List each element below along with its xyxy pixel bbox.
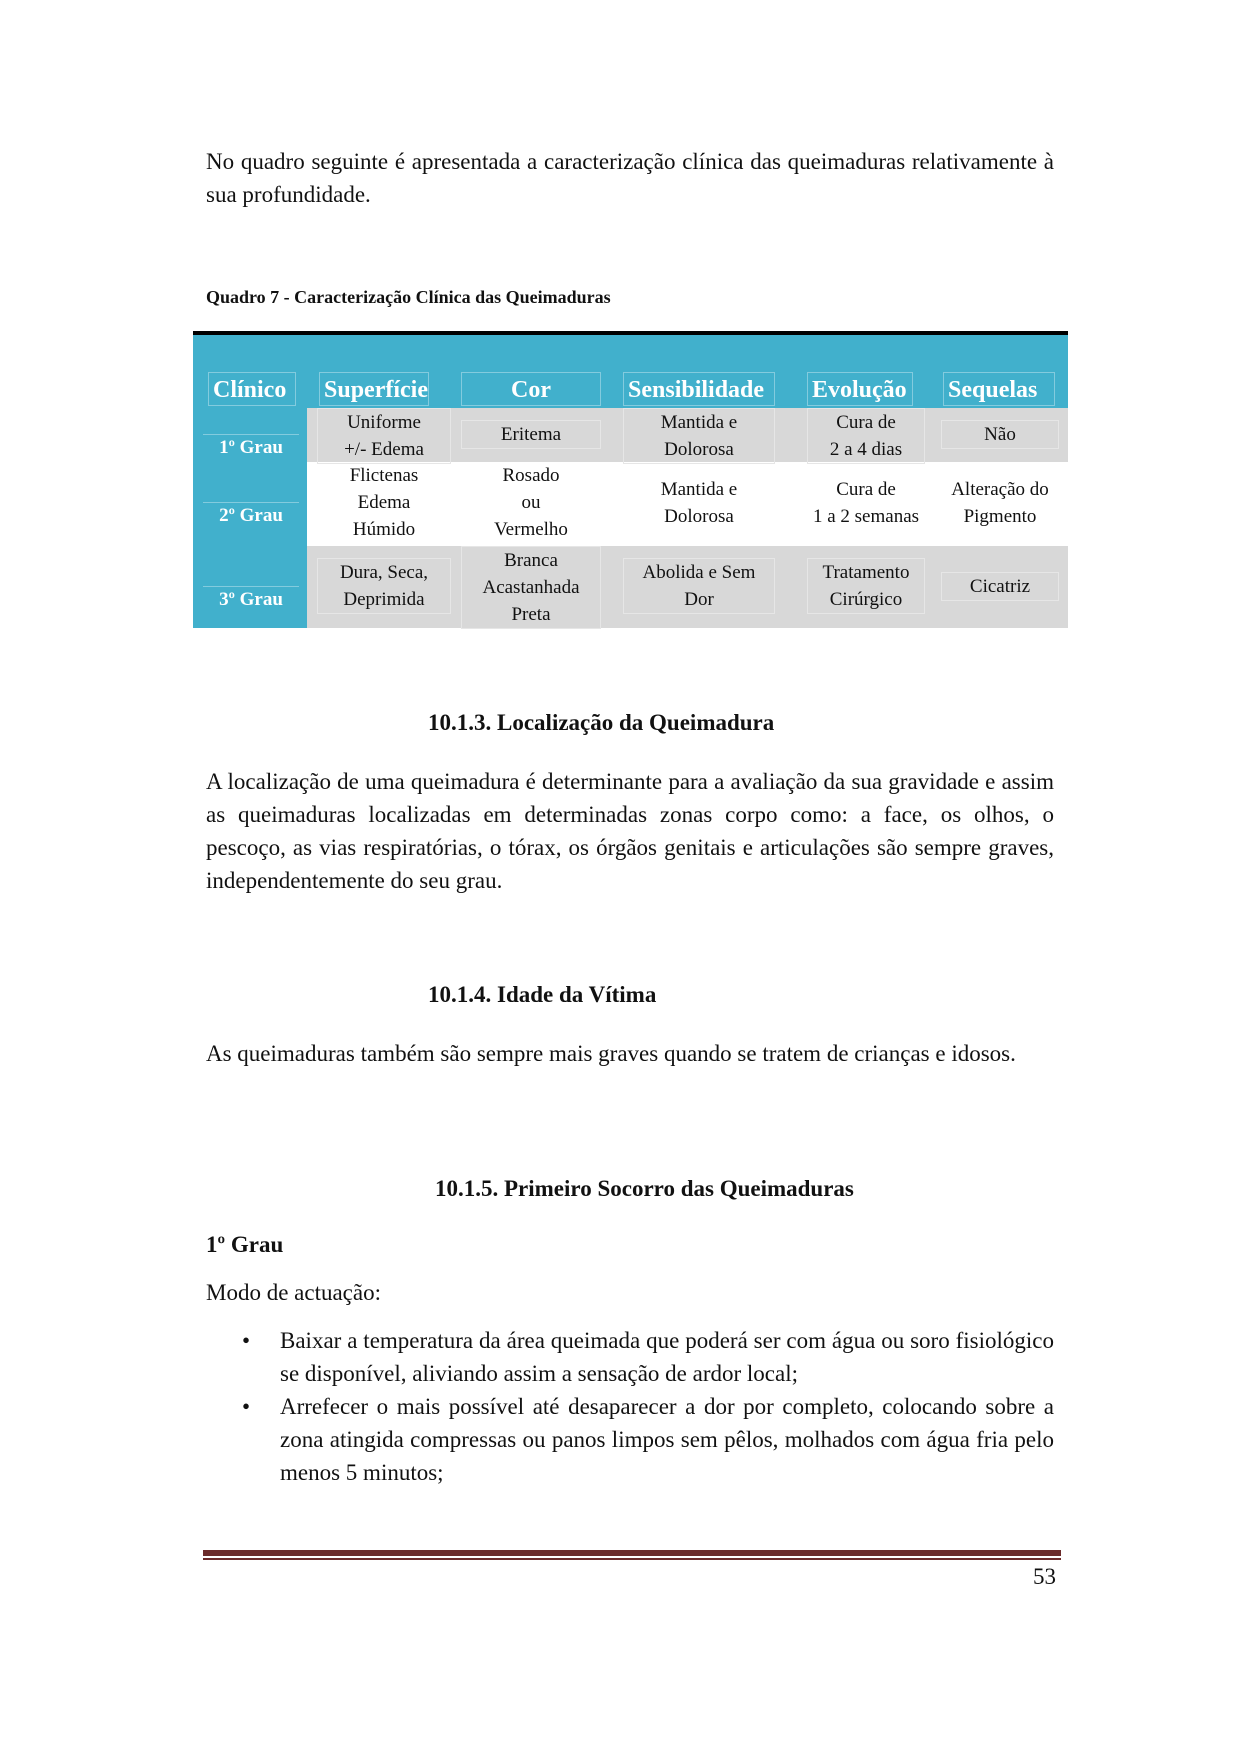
cell-superficie: Dura, Seca, Deprimida: [317, 558, 451, 614]
header-superficie: Superfície: [319, 372, 429, 406]
heading-1014: 10.1.4. Idade da Vítima: [428, 982, 657, 1007]
header-clinico: Clínico: [208, 372, 296, 406]
cell-sensibilidade: Mantida e Dolorosa: [623, 408, 775, 464]
cell-sequelas: Cicatriz: [941, 572, 1059, 601]
cell-cor: Branca Acastanhada Preta: [461, 546, 601, 629]
cell-sequelas: Não: [941, 420, 1059, 449]
subheading-1-grau: 1º Grau: [206, 1232, 284, 1257]
cell-superficie: Uniforme +/- Edema: [317, 408, 451, 464]
page-number: 53: [1033, 1564, 1056, 1589]
heading-1013: 10.1.3. Localização da Queimadura: [428, 710, 775, 735]
bullet-list: [206, 1324, 1054, 1489]
table-caption: Quadro 7 - Caracterização Clínica das Queimaduras: [206, 287, 611, 307]
cell-cor: Rosado ou Vermelho: [494, 465, 568, 540]
bullet-icon: •: [242, 1394, 251, 1419]
footer-rule: [203, 1550, 1061, 1556]
paragraph-1013: A localização de uma queimadura é determinante para a avaliação da sua gravidade e assim as queimaduras localizadas em determinadas zonas corpo como: a face, os olhos, o pescoço, as vias respiratórias, o tórax, os órgãos genitais e articulações são sempre graves, independentemente do seu grau.: [206, 769, 1054, 893]
cell-evolucao: Cura de 1 a 2 semanas: [812, 479, 920, 527]
table-row-1: [193, 408, 1068, 462]
paragraph-1014: As queimaduras também são sempre mais graves quando se tratem de crianças e idosos.: [206, 1041, 1016, 1066]
cell-superficie: Flictenas Edema Húmido: [349, 465, 419, 540]
cell-evolucao: Tratamento Cirúrgico: [807, 558, 925, 614]
bullet-icon: •: [242, 1328, 251, 1353]
grau-label: 1º Grau: [203, 434, 299, 461]
cell-sensibilidade: Abolida e Sem Dor: [623, 558, 775, 614]
table-row-3: [193, 546, 1068, 628]
cell-cor: Eritema: [461, 420, 601, 449]
cell-sensibilidade: Mantida e Dolorosa: [660, 479, 738, 527]
grau-label: 3º Grau: [203, 586, 299, 613]
lead-modo-actuacao: Modo de actuação:: [206, 1280, 381, 1305]
cell-evolucao: Cura de 2 a 4 dias: [807, 408, 925, 464]
clinical-burns-table: [193, 331, 1068, 628]
list-item: • Arrefecer o mais possível até desaparecer a dor por completo, colocando sobre a zona atingida compressas ou panos limpos sem pêlos, molhados com água fria pelo menos 5 minutos;: [206, 1390, 1054, 1489]
header-evolucao: Evolução: [807, 372, 913, 406]
grau-label: 2º Grau: [203, 502, 299, 529]
footer-rule-thin: [203, 1558, 1061, 1560]
heading-1015: 10.1.5. Primeiro Socorro das Queimaduras: [435, 1176, 854, 1201]
header-sensibilidade: Sensibilidade: [623, 372, 775, 406]
intro-paragraph: No quadro seguinte é apresentada a caracterização clínica das queimaduras relativamente à sua profundidade.: [206, 149, 1054, 207]
header-sequelas: Sequelas: [943, 372, 1055, 406]
table-row-2: [193, 462, 1068, 546]
cell-sequelas: Alteração do Pigmento: [951, 479, 1049, 527]
header-cor: Cor: [461, 372, 601, 406]
list-item: • Baixar a temperatura da área queimada que poderá ser com água ou soro fisiológico se disponível, aliviando assim a sensação de ardor local;: [206, 1324, 1054, 1390]
